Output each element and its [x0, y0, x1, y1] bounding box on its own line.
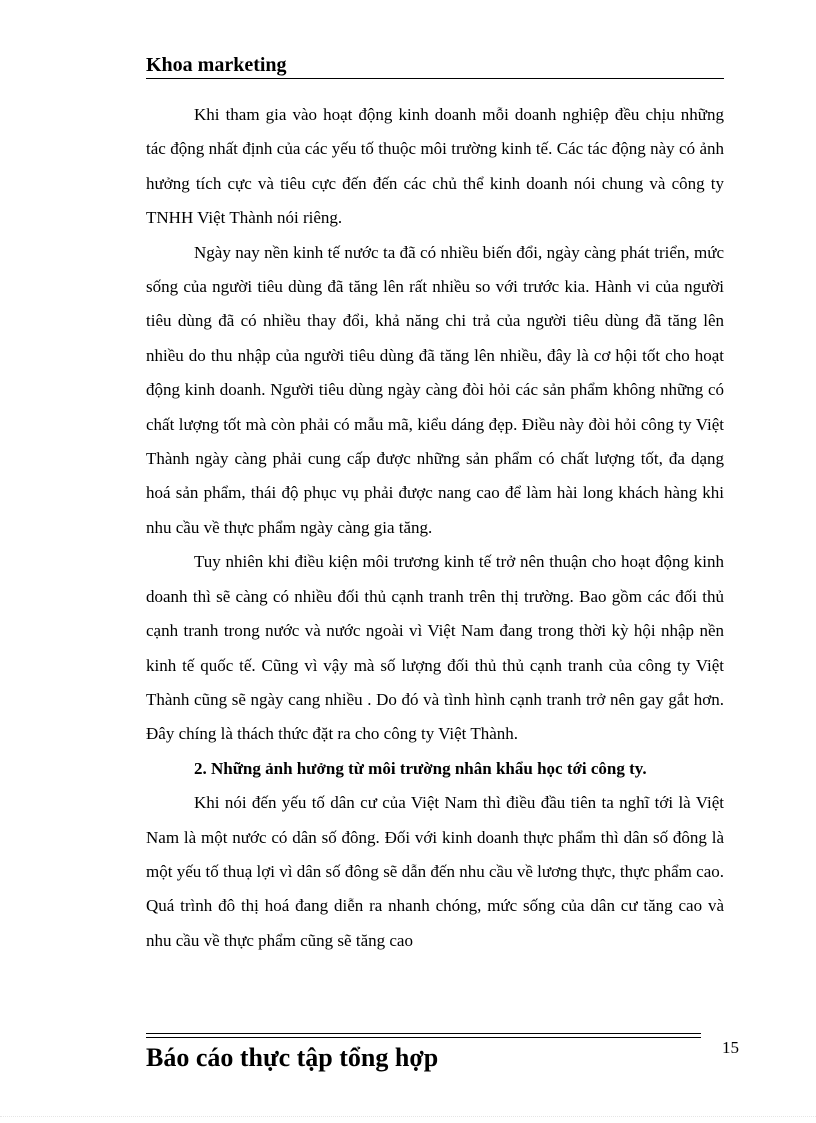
paragraph-economic-impact: Khi tham gia vào hoạt động kinh doanh mỗi doanh nghiệp đều chịu những tác động nhất định của các yếu tố thuộc môi trường kinh tế. Các tác động này có ảnh hưởng tích cực và tiêu cực đến đến các chủ thể kinh doanh nói chung và công ty TNHH Việt Thành nói riêng. [146, 105, 724, 228]
footer-divider-top [146, 1033, 701, 1034]
footer-report-title: Báo cáo thực tập tổng hợp [146, 1043, 439, 1072]
page-header-title: Khoa marketing [146, 54, 287, 76]
document-body [146, 98, 724, 958]
page-number: 15 [722, 1038, 739, 1057]
header-divider [146, 78, 724, 79]
footer-divider-bottom [146, 1037, 701, 1038]
paragraph-demographics: Khi nói đến yếu tố dân cư của Việt Nam thì điều đầu tiên ta nghĩ tới là Việt Nam là một nước có dân số đông. Đối với kinh doanh thực phẩm thì dân số đông là một yếu tố thuạ lợi vì dân số đông sẽ dẫn đến nhu cầu về lương thực, thực phẩm cao. Quá trình đô thị hoá đang diễn ra nhanh chóng, mức sống của dân cư tăng cao và nhu cầu về thực phẩm cũng sẽ tăng cao [146, 793, 724, 950]
section-heading-demographics: 2. Những ảnh hưởng từ môi trường nhân khẩu học tới công ty. [194, 758, 647, 778]
paragraph-economic-development: Ngày nay nền kinh tế nước ta đã có nhiều biến đổi, ngày càng phát triển, mức sống của người tiêu dùng đã tăng lên rất nhiều so với trước kia. Hành vi của người tiêu dùng đã có nhiều thay đổi, khả năng chi trả của người tiêu dùng đã tăng lên nhiều do thu nhập của người tiêu dùng đã tăng lên nhiều, đây là cơ hội tốt cho hoạt động kinh doanh. Người tiêu dùng ngày càng đòi hỏi các sản phẩm không những có chất lượng tốt mà còn phải có mẫu mã, kiểu dáng đẹp. Điều này đòi hỏi công ty Việt Thành ngày càng phải cung cấp được những sản phẩm có chất lượng tốt, đa dạng hoá sản phẩm, thái độ phục vụ phải được nang cao để làm hài long khách hàng khi nhu cầu về thực phẩm ngày càng gia tăng. [146, 242, 724, 537]
paragraph-competition: Tuy nhiên khi điều kiện môi trương kinh tế trở nên thuận cho hoạt động kinh doanh thì sẽ càng có nhiều đối thủ cạnh tranh trên thị trường. Bao gồm các đối thủ cạnh tranh trong nước và nước ngoài vì Việt Nam đang trong thời kỳ hội nhập nền kinh tế quốc tế. Cũng vì vậy mà số lượng đối thủ thủ cạnh tranh của công ty Việt Thành cũng sẽ ngày cang nhiều . Do đó và tình hình cạnh tranh trở nên gay gắt hơn. Đây chíng là thách thức đặt ra cho công ty Việt Thành. [146, 552, 724, 744]
page-bottom-border [0, 1116, 816, 1117]
